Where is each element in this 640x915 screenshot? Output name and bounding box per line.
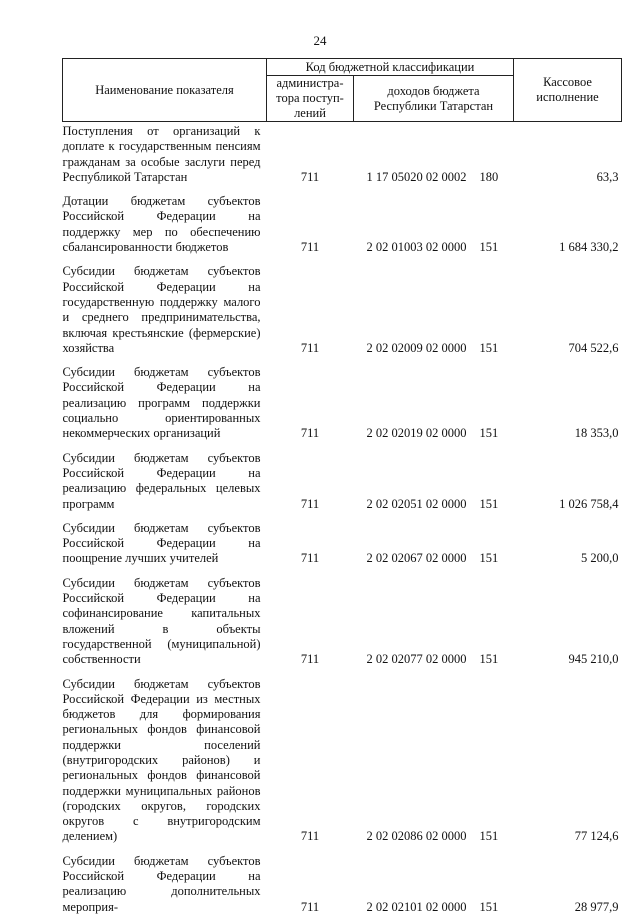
table-row	[63, 194, 622, 264]
table-row	[63, 264, 622, 365]
table-row	[63, 451, 622, 521]
row-sub-code: 151	[479, 340, 499, 355]
row-income-code: 2 02 01003 02 0000	[366, 240, 467, 255]
row-income-code: 2 02 02077 02 0000	[366, 652, 467, 667]
page-number: 24	[313, 33, 327, 48]
row-name: Субсидии бюджетам субъектов Российской Федерации на поощрение лучших учителей	[62, 520, 261, 566]
row-sub-code: 151	[479, 496, 499, 511]
row-name: Поступления от организаций к доплате к государственным пенсиям гражданам за особые заслуги перед Республикой Татарстан	[62, 124, 261, 184]
header-execution: Кассовое исполнение	[514, 59, 622, 122]
header-code-group: Код бюджетной классификации	[267, 59, 514, 76]
row-name: Субсидии бюджетам субъектов Российской Федерации на софинансирование капитальных вложений в объекты государственной (муниципальной) собственности	[62, 575, 261, 667]
row-amount: 18 353,0	[574, 426, 619, 441]
row-income-code: 2 02 02086 02 0000	[366, 829, 467, 844]
row-sub-code: 151	[479, 652, 499, 667]
row-admin-code: 711	[300, 426, 320, 441]
row-name: Дотации бюджетам субъектов Российской Федерации на поддержку мер по обеспечению сбалансированности бюджетов	[62, 194, 261, 255]
header-admin: администра-тора поступ-лений	[267, 76, 354, 122]
table-row	[63, 854, 622, 915]
row-admin-code: 711	[300, 496, 320, 511]
row-admin-code: 711	[300, 169, 320, 184]
row-admin-code: 711	[300, 240, 320, 255]
row-sub-code: 180	[479, 169, 499, 184]
row-amount: 1 684 330,2	[559, 240, 619, 255]
table-row	[63, 576, 622, 677]
row-name: Субсидии бюджетам субъектов Российской Федерации на реализацию дополнительных мероприя-	[62, 853, 261, 914]
row-sub-code: 151	[479, 240, 499, 255]
row-name: Субсидии бюджетам субъектов Российской Федерации на реализацию программ поддержки социально ориентированных некоммерческих организаций	[62, 365, 261, 441]
row-income-code: 2 02 02019 02 0000	[366, 426, 467, 441]
budget-table	[62, 58, 622, 915]
row-sub-code: 151	[479, 899, 499, 914]
table-row	[63, 122, 622, 195]
row-admin-code: 711	[300, 551, 320, 566]
table-body	[63, 122, 622, 915]
row-sub-code: 151	[479, 426, 499, 441]
row-income-code: 2 02 02067 02 0000	[366, 551, 467, 566]
row-income-code: 2 02 02051 02 0000	[366, 496, 467, 511]
row-income-code: 1 17 05020 02 0002	[366, 169, 467, 184]
row-amount: 704 522,6	[568, 340, 619, 355]
row-amount: 945 210,0	[568, 652, 619, 667]
row-amount: 1 026 758,4	[559, 496, 619, 511]
row-amount: 63,3	[596, 169, 619, 184]
table-row	[63, 365, 622, 450]
row-sub-code: 151	[479, 551, 499, 566]
row-admin-code: 711	[300, 899, 320, 914]
row-amount: 28 977,9	[574, 899, 619, 914]
row-admin-code: 711	[300, 829, 320, 844]
row-name: Субсидии бюджетам субъектов Российской Федерации на реализацию федеральных целевых программ	[62, 450, 261, 511]
row-amount: 5 200,0	[581, 551, 619, 566]
table-row	[63, 677, 622, 854]
row-name: Субсидии бюджетам субъектов Российской Федерации на государственную поддержку малого и среднего предпринимательства, включая крестьянские (фермерские) хозяйства	[62, 264, 261, 355]
row-admin-code: 711	[300, 340, 320, 355]
header-name: Наименование показателя	[63, 59, 267, 122]
row-admin-code: 711	[300, 652, 320, 667]
row-amount: 77 124,6	[574, 829, 619, 844]
row-income-code: 2 02 02009 02 0000	[366, 340, 467, 355]
row-sub-code: 151	[479, 829, 499, 844]
table-row	[63, 521, 622, 576]
row-name: Субсидии бюджетам субъектов Российской Федерации из местных бюджетов для формирования региональных фондов финансовой поддержки поселений (внутригородских районов) и региональных фондов финансовой поддержки муниципальных районов (городских округов, городских округов с внутригородским делением)	[62, 676, 261, 844]
header-income: доходов бюджета Республики Татарстан	[354, 76, 514, 122]
row-income-code: 2 02 02101 02 0000	[366, 899, 467, 914]
